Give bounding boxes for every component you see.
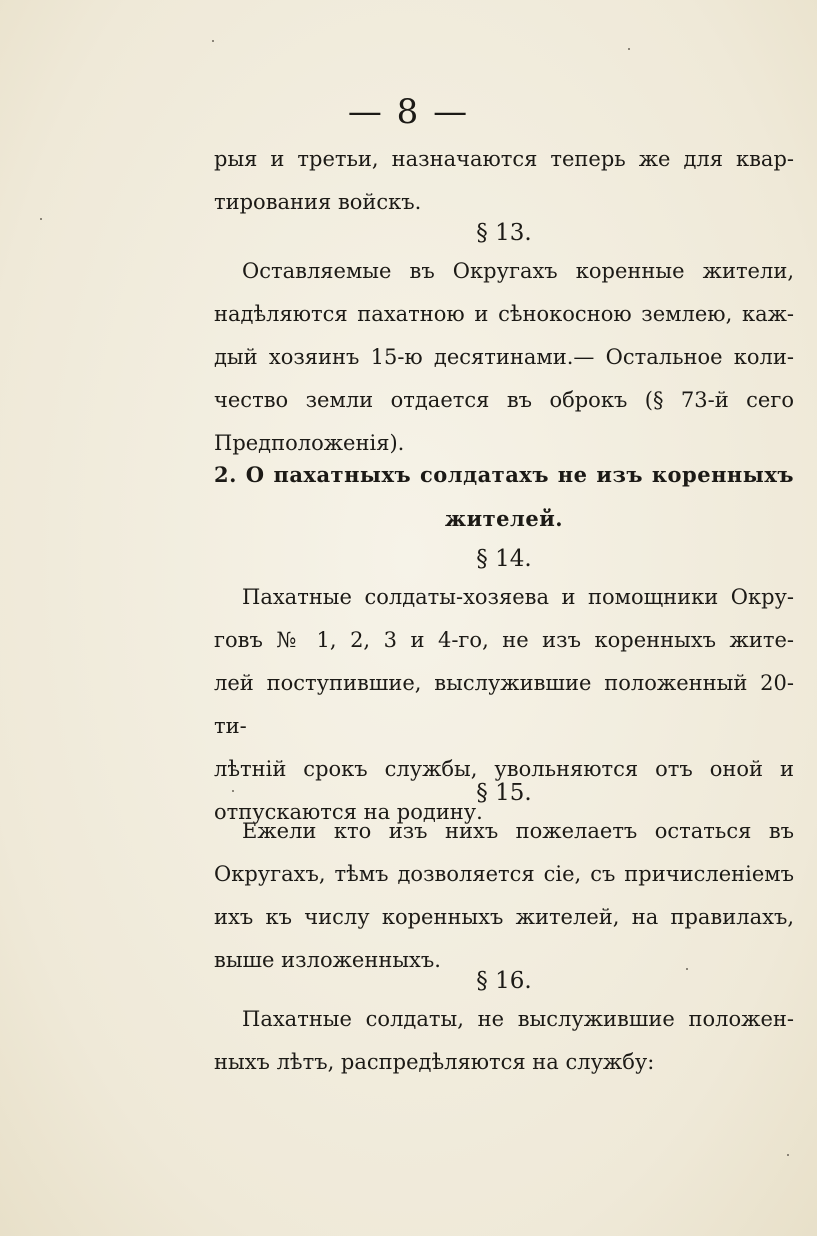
text-line: рыя и третьи, назначаются теперь же для квар- — [214, 147, 794, 171]
text-line: Оставляемые въ Округахъ коренные жители, — [242, 259, 794, 283]
paragraph-section-15 — [214, 810, 794, 982]
paragraph-section-16 — [214, 998, 794, 1084]
text-line: лей поступившие, выслужившие положенный 20-ти- — [214, 671, 794, 738]
text-line: говъ № 1, 2, 3 и 4-го, не изъ коренныхъ жите- — [214, 628, 794, 652]
text-line: Пахатные солдаты-хозяева и помощники Окру- — [242, 585, 794, 609]
chapter-heading-line: жителей. — [444, 506, 564, 531]
text-line: Предположенія). — [214, 431, 405, 455]
paper-speck — [212, 40, 214, 42]
paper-speck — [40, 218, 42, 220]
text-line: Пахатные солдаты, не выслужившие положен- — [242, 1007, 794, 1031]
section-16-heading: § 16. — [476, 968, 532, 994]
paper-speck — [628, 48, 630, 50]
section-14-heading: § 14. — [476, 546, 532, 572]
section-13-heading: § 13. — [476, 220, 532, 246]
text-line: отпускаются на родину. — [214, 800, 483, 824]
text-line: Ежели кто изъ нихъ пожелаетъ остаться въ — [242, 819, 794, 843]
text-line: дый хозяинъ 15-ю десятинами.— Остальное коли- — [214, 345, 794, 369]
text-line: чество земли отдается въ оброкъ (§ 73-й сего — [214, 388, 794, 412]
page-number: — 8 — — [347, 92, 470, 132]
text-line: тирования войскъ. — [214, 190, 422, 214]
text-line: выше изложенныхъ. — [214, 948, 441, 972]
paragraph-continuation — [214, 138, 794, 224]
text-line: надѣляются пахатною и сѣнокосною землею, каж- — [214, 302, 794, 326]
paragraph-section-13 — [214, 250, 794, 465]
chapter-heading-line: 2. О пахатныхъ солдатахъ не изъ коренныхъ — [214, 462, 794, 487]
paper-speck — [686, 968, 688, 970]
text-line: ихъ къ числу коренныхъ жителей, на правилахъ, — [214, 905, 794, 929]
paper-speck — [787, 1154, 789, 1156]
paper-speck — [232, 790, 234, 792]
section-15-heading: § 15. — [476, 780, 532, 806]
text-line: Округахъ, тѣмъ дозволяется сіе, съ причисленіемъ — [214, 862, 794, 886]
text-line: ныхъ лѣтъ, распредѣляются на службу: — [214, 1050, 655, 1074]
text-line: лѣтній срокъ службы, увольняются отъ оной и — [214, 757, 794, 781]
